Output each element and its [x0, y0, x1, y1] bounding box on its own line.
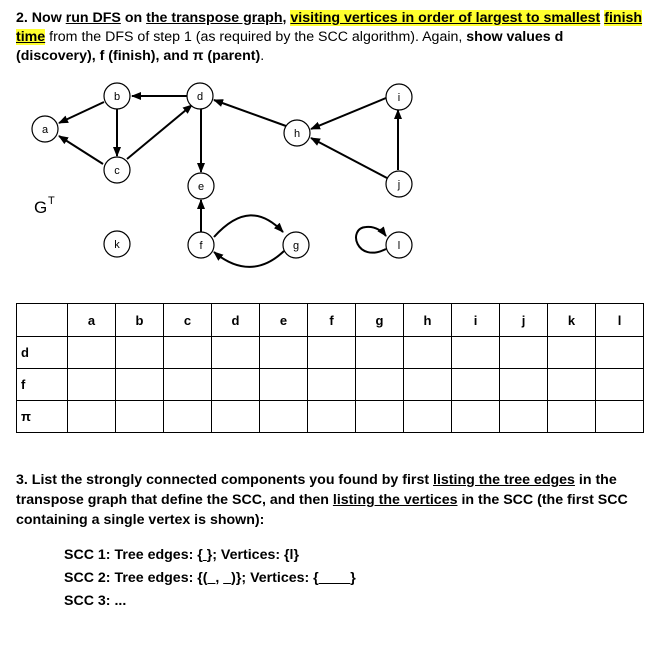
table-cell[interactable]	[404, 369, 452, 401]
scc-line-1	[64, 547, 299, 563]
table-cell[interactable]	[548, 337, 596, 369]
table-cell[interactable]	[596, 401, 644, 433]
scc2-blank-3[interactable]: ____	[318, 570, 351, 586]
q2-on: on	[124, 10, 143, 26]
column-header: g	[356, 304, 404, 337]
table-cell[interactable]	[452, 337, 500, 369]
table-cell[interactable]	[164, 369, 212, 401]
table-cell[interactable]	[116, 337, 164, 369]
table-cell[interactable]	[356, 337, 404, 369]
transpose-graph	[0, 0, 667, 300]
row-header: d	[17, 337, 68, 369]
vertex-label-c: c	[114, 165, 120, 177]
vertex-label-j: j	[397, 179, 401, 191]
scc2-comma: ,	[215, 570, 224, 586]
table-cell[interactable]	[500, 401, 548, 433]
column-header: l	[596, 304, 644, 337]
q3-text-a: List the strongly connected components you found by first	[31, 472, 430, 488]
scc1-mid: }; Vertices: {l}	[206, 547, 300, 563]
dfs-table	[16, 303, 644, 433]
q2-number: 2.	[16, 10, 28, 26]
column-header: d	[212, 304, 260, 337]
q3-link-a: listing the tree edges	[433, 472, 575, 488]
scc2-end: }	[350, 570, 356, 586]
table-cell[interactable]	[260, 369, 308, 401]
table-cell[interactable]	[212, 401, 260, 433]
table-row	[17, 369, 644, 401]
scc-line-2	[64, 570, 356, 586]
column-header: i	[452, 304, 500, 337]
edge-c-a	[59, 136, 103, 164]
scc1-label: SCC 1: Tree edges: {	[64, 547, 203, 563]
table-cell[interactable]	[116, 401, 164, 433]
edge-g-f	[214, 251, 284, 267]
q2-highlight-a: visiting vertices in order of largest to smallest	[290, 10, 601, 26]
column-header: b	[116, 304, 164, 337]
scc2-blank-1[interactable]: _	[207, 570, 216, 586]
edge-h-d	[214, 100, 286, 126]
table-cell[interactable]	[68, 401, 116, 433]
row-header: f	[17, 369, 68, 401]
column-header: c	[164, 304, 212, 337]
table-cell[interactable]	[308, 401, 356, 433]
scc2-blank-2[interactable]: _	[223, 570, 232, 586]
row-header: π	[17, 401, 68, 433]
graph-label-superscript: T	[48, 195, 55, 207]
scc2-mid: )}; Vertices: {	[231, 570, 319, 586]
q2-show: show values d	[466, 29, 564, 45]
edge-j-h	[311, 138, 387, 178]
table-cell[interactable]	[452, 401, 500, 433]
table-cell[interactable]	[596, 369, 644, 401]
table-cell[interactable]	[308, 369, 356, 401]
q3-text-c: in the SCC (the first SCC containing a single vertex is shown):	[16, 492, 628, 528]
question-3	[16, 470, 646, 530]
table-cell[interactable]	[452, 369, 500, 401]
column-header: k	[548, 304, 596, 337]
graph-label: G	[34, 198, 48, 217]
column-header: f	[308, 304, 356, 337]
vertex-label-f: f	[199, 240, 203, 252]
table-cell[interactable]	[404, 337, 452, 369]
q2-mid: from the DFS of step 1 (as required by the SCC algorithm). Again,	[49, 29, 463, 45]
table-cell[interactable]	[548, 369, 596, 401]
scc3-text: SCC 3: ...	[64, 593, 127, 609]
column-header: j	[500, 304, 548, 337]
table-row	[17, 401, 644, 433]
q2-show-line2: (discovery), f (finish), and π (parent)	[16, 48, 261, 64]
column-header: h	[404, 304, 452, 337]
table-header-row	[17, 304, 644, 337]
edge-f-g	[214, 215, 283, 237]
q2-run-dfs: run DFS	[65, 10, 121, 26]
table-corner-cell	[17, 304, 68, 337]
table-cell[interactable]	[596, 337, 644, 369]
table-cell[interactable]	[404, 401, 452, 433]
vertex-label-b: b	[113, 91, 121, 103]
q3-link-b: listing the vertices	[332, 492, 458, 508]
table-cell[interactable]	[260, 401, 308, 433]
table-cell[interactable]	[308, 337, 356, 369]
edge-i-h	[311, 98, 386, 129]
table-cell[interactable]	[260, 337, 308, 369]
column-header: e	[260, 304, 308, 337]
table-cell[interactable]	[500, 369, 548, 401]
vertex-label-k: k	[114, 239, 120, 251]
q3-text-b: in the transpose graph that define the SCC, and then	[16, 472, 617, 508]
table-cell[interactable]	[116, 369, 164, 401]
table-cell[interactable]	[68, 369, 116, 401]
edge-l-l	[356, 227, 386, 253]
vertex-label-g: g	[292, 240, 300, 252]
vertex-label-h: h	[293, 128, 301, 140]
table-cell[interactable]	[164, 401, 212, 433]
table-cell[interactable]	[356, 401, 404, 433]
edge-c-d	[127, 105, 192, 159]
q2-end: .	[260, 48, 265, 64]
vertex-label-a: a	[41, 124, 49, 136]
edge-b-a	[59, 102, 104, 123]
scc-line-3	[64, 593, 126, 609]
q3-number: 3.	[16, 472, 28, 488]
table-cell[interactable]	[548, 401, 596, 433]
scc2-label: SCC 2: Tree edges: {(	[64, 570, 208, 586]
vertex-label-d: d	[196, 91, 204, 103]
table-cell[interactable]	[68, 337, 116, 369]
vertex-label-i: i	[397, 92, 401, 104]
q2-transpose: the transpose graph,	[146, 10, 287, 26]
vertex-label-e: e	[197, 181, 205, 193]
table-cell[interactable]	[164, 337, 212, 369]
q2-pre: Now	[31, 10, 62, 26]
table-cell[interactable]	[212, 337, 260, 369]
column-header: a	[68, 304, 116, 337]
table-row	[17, 337, 644, 369]
vertex-label-l: l	[397, 240, 401, 252]
table-cell[interactable]	[212, 369, 260, 401]
table-cell[interactable]	[356, 369, 404, 401]
table-cell[interactable]	[500, 337, 548, 369]
q2-highlight-b: finish time	[16, 10, 643, 45]
